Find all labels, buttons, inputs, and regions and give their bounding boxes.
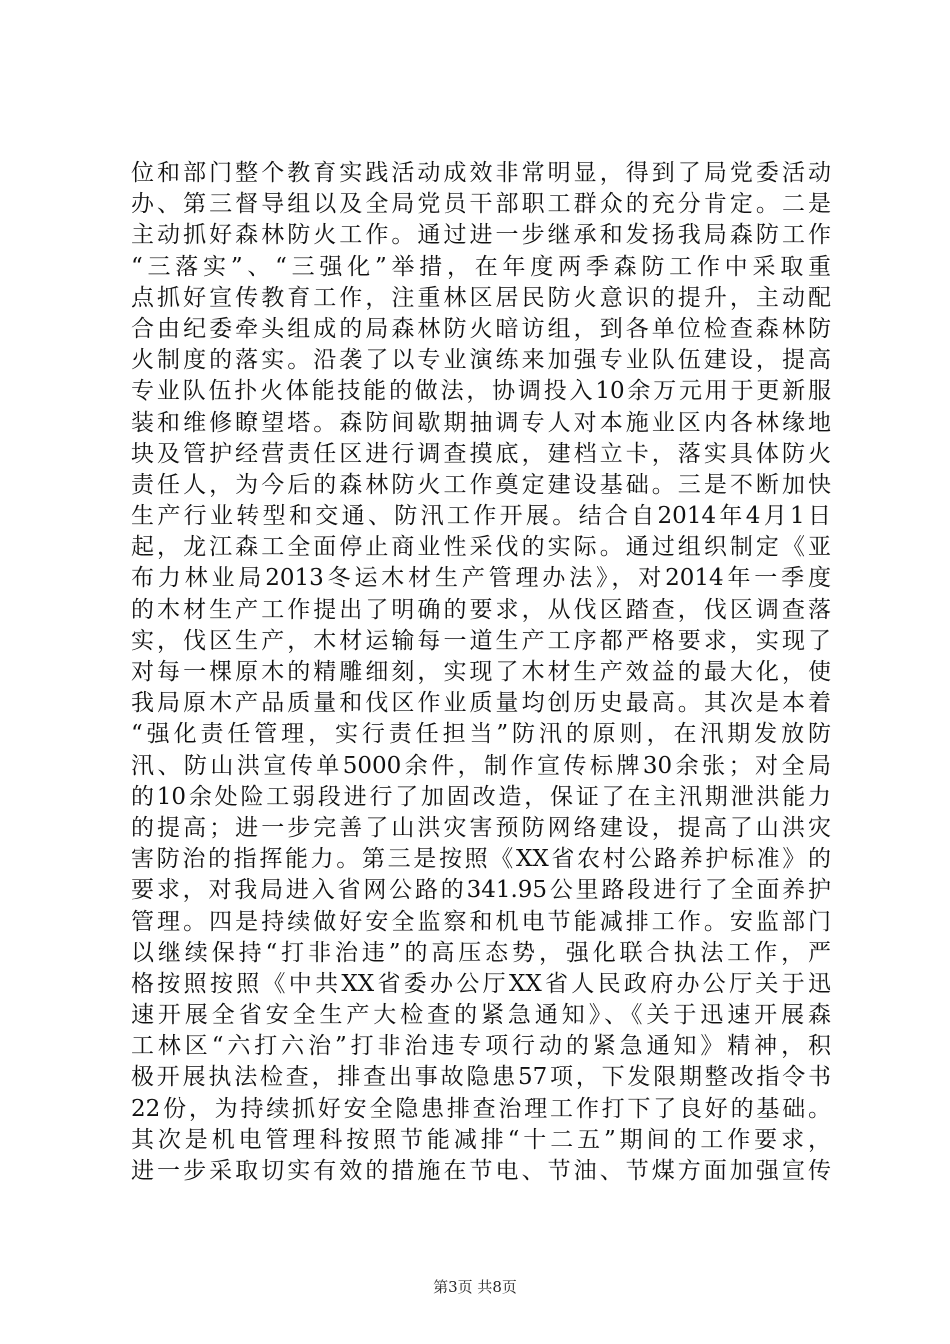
paragraph-line: 工林区“六打六治”打非治违专项行动的紧急通知》精神，积: [131, 1033, 831, 1060]
paragraph-line: 极开展执法检查，排查出事故隐患57项，下发限期整改指令书: [131, 1064, 831, 1091]
paragraph-line: 我局原木产品质量和伐区作业质量均创历史最高。其次是本着: [131, 690, 831, 717]
paragraph-line: 火制度的落实。沿袭了以专业演练来加强专业队伍建设，提高: [131, 347, 831, 374]
paragraph-line: 害防治的指挥能力。第三是按照《XX省农村公路养护标准》的: [131, 846, 831, 873]
paragraph-line: 要求，对我局进入省网公路的341.95公里路段进行了全面养护: [131, 877, 831, 904]
paragraph-line: 起，龙江森工全面停止商业性采伐的实际。通过组织制定《亚: [131, 534, 831, 561]
paragraph-line: 的木材生产工作提出了明确的要求，从伐区踏查，伐区调查落: [131, 596, 831, 623]
paragraph-line: 其次是机电管理科按照节能减排“十二五”期间的工作要求，: [131, 1126, 831, 1153]
paragraph-line: 责任人，为今后的森林防火工作奠定建设基础。三是不断加快: [131, 471, 831, 498]
paragraph-line: 汛、防山洪宣传单5000余件，制作宣传标牌30余张；对全局: [131, 752, 831, 779]
paragraph-line: 块及管护经营责任区进行调查摸底，建档立卡，落实具体防火: [131, 440, 831, 467]
paragraph-line: 实，伐区生产，木材运输每一道生产工序都严格要求，实现了: [131, 627, 831, 654]
paragraph-line: 位和部门整个教育实践活动成效非常明显，得到了局党委活动: [131, 160, 831, 186]
paragraph-line: 对每一棵原木的精雕细刻，实现了木材生产效益的最大化，使: [131, 659, 831, 685]
paragraph-line: 点抓好宣传教育工作，注重林区居民防火意识的提升，主动配: [131, 284, 831, 311]
paragraph-line: 主动抓好森林防火工作。通过进一步继承和发扬我局森防工作: [131, 222, 831, 249]
paragraph-line: 生产行业转型和交通、防汛工作开展。结合自2014年4月1日: [131, 503, 831, 530]
paragraph-line: 进一步采取切实有效的措施在节电、节油、节煤方面加强宣传: [131, 1158, 831, 1184]
paragraph-line: 速开展全省安全生产大检查的紧急通知》、《关于迅速开展森: [131, 1002, 831, 1029]
paragraph-line: 管理。四是持续做好安全监察和机电节能减排工作。安监部门: [131, 908, 831, 935]
paragraph-line: 专业队伍扑火体能技能的做法，协调投入10余万元用于更新服: [131, 378, 831, 405]
paragraph-line: 22份，为持续抓好安全隐患排查治理工作打下了良好的基础。: [131, 1095, 831, 1122]
paragraph-line: 的提高；进一步完善了山洪灾害预防网络建设，提高了山洪灾: [131, 814, 831, 841]
paragraph-line: 布力林业局2013冬运木材生产管理办法》，对2014年一季度: [131, 565, 831, 592]
paragraph-line: 的10余处险工弱段进行了加固改造，保证了在主汛期泄洪能力: [131, 783, 831, 810]
paragraph-line: 格按照按照《中共XX省委办公厅XX省人民政府办公厅关于迅: [131, 970, 831, 997]
paragraph-line: 以继续保持“打非治违”的高压态势，强化联合执法工作，严: [131, 939, 831, 966]
paragraph-line: 办、第三督导组以及全局党员干部职工群众的充分肯定。二是: [131, 191, 831, 218]
paragraph-line: 装和维修瞭望塔。森防间歇期抽调专人对本施业区内各林缘地: [131, 409, 831, 436]
paragraph-line: “强化责任管理，实行责任担当”防汛的原则，在汛期发放防: [131, 721, 831, 748]
paragraph-line: 合由纪委牵头组成的局森林防火暗访组，到各单位检查森林防: [131, 315, 831, 342]
paragraph-line: “三落实”、“三强化”举措，在年度两季森防工作中采取重: [131, 253, 831, 280]
body-text: [131, 158, 831, 1187]
page-footer: 第3页 共8页: [433, 1278, 517, 1296]
